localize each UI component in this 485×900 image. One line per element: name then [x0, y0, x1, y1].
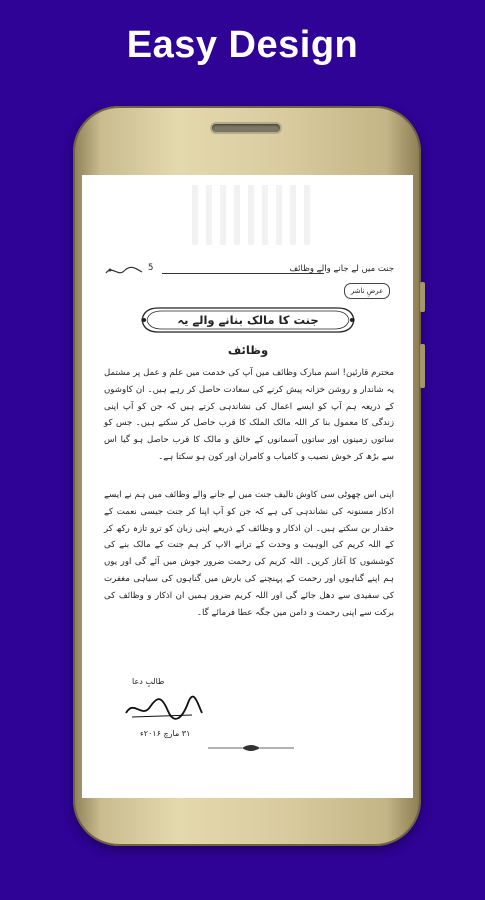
earpiece-speaker: [212, 124, 280, 132]
author-signoff: [118, 677, 208, 747]
chapter-title: جنت کا مالک بنانے والے یہ وظائف: [177, 313, 319, 357]
app-screen[interactable]: [82, 175, 413, 798]
section-cartouche: عرضِ ناشر: [344, 283, 390, 299]
phone-frame: [73, 106, 421, 846]
page-number: 5: [148, 263, 154, 273]
running-header-text: جنت میں لے جانے والے وظائف: [289, 264, 394, 274]
book-page[interactable]: [104, 261, 394, 738]
body-paragraph-1: محترم قارئین! اسم مبارک وظائف میں آپ کی خدمت میں علم و عمل پر مشتمل یہ شاندار و روشن خزانہ پیش کرنے کی سعادت حاصل کر رہے ہیں۔ ان کاوشوں کے ذریعہ ہم آپ کو ایسے اعمال کی نشاندہی کرتے ہیں کہ جن کو آپ اپنی زندگی کا معمول بنا کر اللہ مالک الملک کا قرب حاصل کر سکتے ہیں۔ جس کو ساتوں زمینوں اور ساتوں آسمانوں کے خالق و مالک کا قرب حاصل ہو گیا اس سے بڑھ کر خوش نصیب و کامیاب و کامران اور کون ہو سکتا ہے۔: [104, 368, 394, 462]
signoff-label: طالبِ دعا: [132, 677, 165, 686]
end-ornament-icon: [208, 743, 294, 753]
body-paragraph-2: اپنی اس چھوٹی سی کاوش تالیف جنت میں لے جانے والے وظائف میں ہم نے ایسے اذکار مسنونہ کی نشاندہی کی ہے کہ جن کو آپ اپنا کر جنت جیسی نعمت کے حقدار بن سکتے ہیں۔ ان اذکار و وظائف کے ذریعے اپنی زبان کو ترو تازہ رکھ کر کے اللہ کریم کی الوہیت و وحدت کے ترانے الاپ کر ہم جنت کے مالک بنے کی کوششوں کا آغاز کریں۔ اللہ کریم کی رحمت ضرور جوش میں آئے گی اور یوں ہم اپنے گناہوں اور رحمت کے پہنچنے کی بارش میں گناہوں کی سیاہی مغفرت کی سفیدی سے دھل جائے گی اور اللہ کریم ضرور ہمیں ان اذکار و وظائف کی برکت سے اپنی رحمت و دامن میں جگہ عطا فرمائے گا۔: [104, 490, 394, 618]
title-cartouche: [138, 305, 358, 357]
flourish-ornament-icon: [104, 263, 144, 279]
volume-button: [420, 282, 425, 312]
signoff-date: ۳۱ مارچ ۲۰۱۶ء: [140, 729, 191, 738]
bleed-through-texture: [192, 185, 312, 245]
signature-icon: [122, 693, 204, 723]
power-button: [420, 344, 425, 388]
running-header: [104, 261, 394, 283]
promo-headline: Easy Design: [126, 24, 359, 66]
